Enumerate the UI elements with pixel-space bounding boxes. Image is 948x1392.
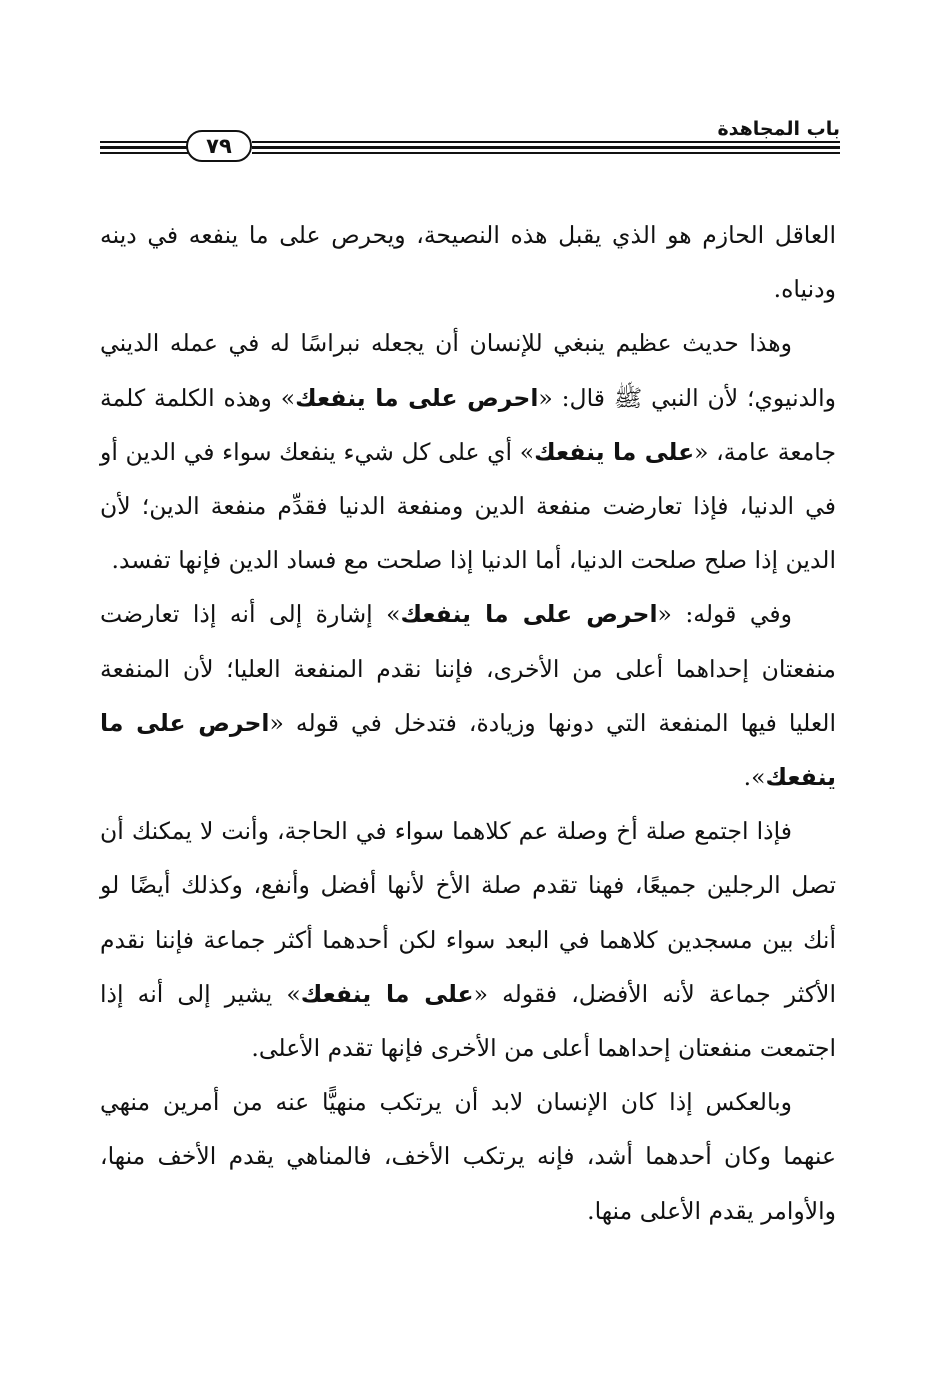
- paragraph-text: العاقل الحازم هو الذي يقبل هذه النصيحة، ويحرص على ما ينفعه في دينه ودنياه.: [100, 221, 836, 304]
- hadith-quote: احرص على ما ينفعك: [400, 600, 658, 629]
- paragraph: [100, 208, 836, 316]
- paragraph-text: » إشارة إلى أنه إذا تعارضت منفعتان إحداهما أعلى من الأخرى، فإننا نقدم المنفعة العليا؛ لأن المنفعة العليا فيها المنفعة التي دونها وزيادة، فتدخل في قوله «: [100, 600, 836, 737]
- paragraph: [100, 316, 836, 587]
- paragraph: [100, 804, 836, 1075]
- hadith-quote: على ما ينفعك: [534, 437, 695, 466]
- paragraph: [100, 1075, 836, 1238]
- paragraph-text: ».: [743, 763, 766, 792]
- paragraph-text: وهذا حديث عظيم ينبغي للإنسان أن يجعله نبراسًا له في عمله الديني والدنيوي؛ لأن النبي ﷺ قال: «: [100, 329, 836, 412]
- page-number: ٧٩: [186, 130, 252, 162]
- paragraph-text: » أي على كل شيء ينفعك سواء في الدين أو في الدنيا، فإذا تعارضت منفعة الدين ومنفعة الدنيا فقدِّم منفعة الدين؛ لأن الدين إذا صلح صلحت الدنيا، أما الدنيا إذا صلحت مع فساد الدين فإنها تفسد.: [100, 437, 836, 575]
- paragraph: [100, 587, 836, 804]
- header-rule-left: [100, 141, 188, 155]
- page-body: [100, 208, 836, 1238]
- paragraph-text: وبالعكس إذا كان الإنسان لابد أن يرتكب منهيًّا عنه من أمرين منهي عنهما وكان أحدهما أشد، فإنه يرتكب الأخف، فالمناهي يقدم الأخف منها، والأوامر يقدم الأعلى منها.: [100, 1088, 836, 1225]
- page-header: [100, 118, 840, 178]
- paragraph-text: وفي قوله: «: [657, 600, 792, 629]
- header-rule-right: [252, 141, 840, 155]
- paragraph-text: » وهذه الكلمة كلمة جامعة عامة، «: [100, 383, 836, 466]
- hadith-quote: احرص على ما ينفعك: [100, 708, 836, 792]
- hadith-quote: على ما ينفعك: [300, 979, 474, 1008]
- paragraph-text: فإذا اجتمع صلة أخ وصلة عم كلاهما سواء في الحاجة، وأنت لا يمكنك أن تصل الرجلين جميعًا، فهنا تقدم صلة الأخ لأنها أفضل وأنفع، وكذلك أيضًا لو أنك بين مسجدين كلاهما في البعد سواء لكن أحدهما أكثر جماعة فإننا نقدم الأكثر جماعة لأنه الأفضل، فقوله «: [100, 817, 836, 1008]
- chapter-title: باب المجاهدة: [717, 118, 840, 140]
- hadith-quote: احرص على ما ينفعك: [295, 383, 539, 412]
- paragraph-text: » يشير إلى أنه إذا اجتمعت منفعتان إحداهما أعلى من الأخرى فإنها تقدم الأعلى.: [100, 979, 836, 1063]
